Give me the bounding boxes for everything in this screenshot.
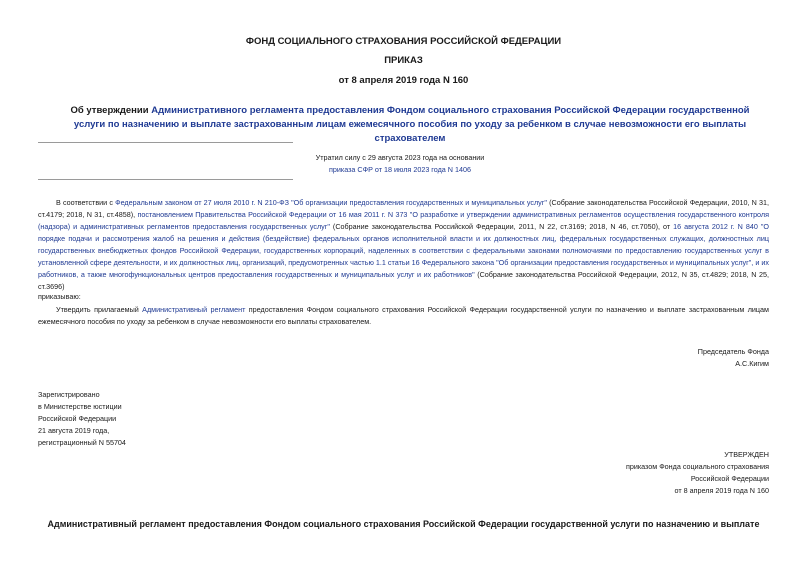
divider-top xyxy=(38,142,293,143)
registration-line: Российской Федерации xyxy=(38,414,117,423)
registration-block xyxy=(38,389,126,449)
federal-law-link[interactable]: Федеральным законом от 27 июля 2010 г. N 210-ФЗ "Об организации предоставления государственных и муниципальных услуг" xyxy=(115,198,547,207)
doc-date: от 8 апреля 2019 года N 160 xyxy=(338,75,469,86)
preamble-text: (Собрание законодательства Российской Федерации, 2011, N 22, ст.3169; 2018, N 46, ст.7050), от xyxy=(329,222,674,231)
registration-line: 21 августа 2019 года, xyxy=(38,426,110,435)
signature xyxy=(698,346,769,370)
signature-role: Председатель Фонда xyxy=(697,347,769,356)
order-text xyxy=(38,304,769,328)
approved-line: приказом Фонда социального страхования xyxy=(625,462,769,471)
registration-line: Зарегистрировано xyxy=(38,390,100,399)
regulation-link[interactable]: Административный регламент xyxy=(142,305,246,314)
registration-line: в Министерстве юстиции xyxy=(38,402,122,411)
order-text-part: Утвердить прилагаемый xyxy=(56,305,143,314)
doc-title xyxy=(70,104,750,146)
title-link[interactable]: Административного регламента предоставления Фондом социального страхования Российской Федерации государственной услуги по назначению и выплате застрахованным лицам ежемесячного пособия по уходу за ребенком в случае невозможности его выплаты страхователем xyxy=(73,105,750,144)
resolution-840-link[interactable]: 16 августа 2012 г. N 840 "О порядке подачи и рассмотрения жалоб на решения и действия (бездействие) федеральных органов исполнительной власти и их должностных лиц, федеральных государственных служащих, должностных лиц государственных внебюджетных фондов Российской Федерации, государственных корпораций, наделенных в соответствии с федеральными законами полномочиями по предоставлению государственных услуг в установленной сфере деятельности, и их должностных лиц, организаций, предусмотренных частью 1.1 статьи 16 Федерального закона "Об организации предоставления государственных и муниципальных услуг", и их работников, а также многофункциональных центров предоставления государственных и муниципальных услуг и их работников" xyxy=(38,222,769,279)
approved-block xyxy=(626,449,769,497)
approved-line: УТВЕРЖДЕН xyxy=(724,450,769,459)
regulation-title: Административный регламент предоставления Фондом социального страхования Российской Федерации государственной услуги по назначению и выплате xyxy=(47,519,760,529)
title-prefix: Об утверждении xyxy=(70,105,152,116)
validity-note xyxy=(300,152,500,176)
signature-name: А.С.Кигим xyxy=(735,359,769,368)
registration-line: регистрационный N 55704 xyxy=(38,438,126,447)
approved-line: Российской Федерации xyxy=(690,474,769,483)
preamble-text: В соответствии с xyxy=(56,198,116,207)
divider-bottom xyxy=(38,179,293,180)
preamble xyxy=(38,197,769,293)
preamble-text: (Собрание законодательства Российской Федерации, 2010, N 31, ст.4179; 2018, N 31, ст.4858), xyxy=(38,198,769,219)
resolution-link[interactable]: постановлением Правительства Российской Федерации от 16 мая 2011 г. N 373 "О разработке и утверждении административных регламентов осуществления государственного контроля (надзора) и административных регламентов предоставления государственных услуг" xyxy=(38,210,769,231)
org-name: ФОНД СОЦИАЛЬНОГО СТРАХОВАНИЯ РОССИЙСКОЙ ФЕДЕРАЦИИ xyxy=(245,36,562,47)
preamble-text: (Собрание законодательства Российской Федерации, 2012, N 35, ст.4829; 2018, N 25, ст.3696) xyxy=(38,270,769,291)
approved-line: от 8 апреля 2019 года N 160 xyxy=(674,486,769,495)
orders-label: приказываю: xyxy=(38,292,81,301)
order-text-part: предоставления Фондом социального страхования Российской Федерации государственной услуги по назначению и выплате застрахованным лицам ежемесячного пособия по уходу за ребенком в случае невозможности его выплаты страхователем. xyxy=(38,305,769,326)
validity-link[interactable]: приказа СФР от 18 июля 2023 года N 1406 xyxy=(329,165,471,174)
validity-line: Утратил силу с 29 августа 2023 года на основании xyxy=(315,153,485,162)
doc-type: ПРИКАЗ xyxy=(384,55,423,66)
